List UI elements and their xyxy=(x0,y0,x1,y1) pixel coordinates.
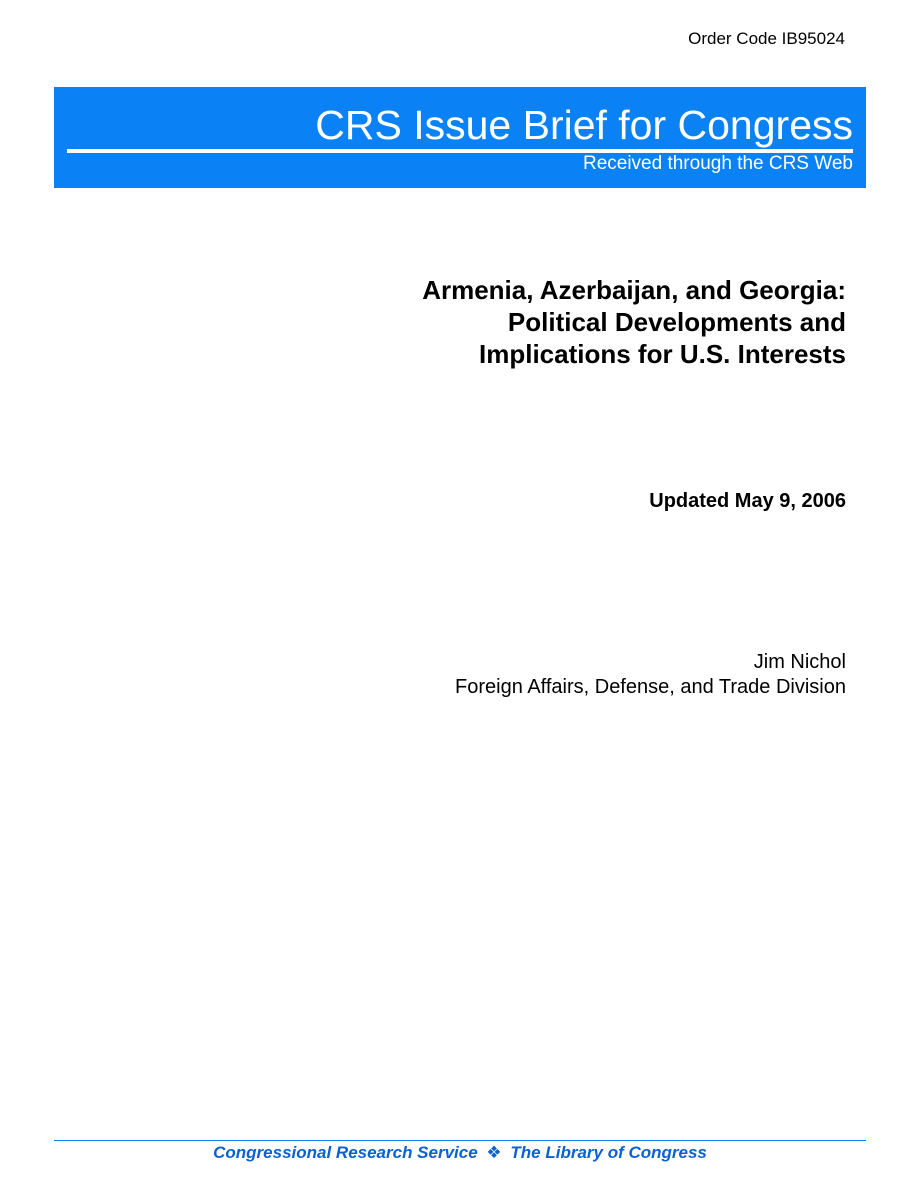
author-block xyxy=(455,650,846,700)
footer-publisher: Congressional Research Service xyxy=(213,1143,478,1162)
footer-divider xyxy=(54,1140,866,1141)
document-title xyxy=(286,274,846,370)
order-code: Order Code IB95024 xyxy=(688,29,845,48)
footer-library: The Library of Congress xyxy=(510,1143,707,1162)
footer xyxy=(54,1142,866,1164)
document-title-line-1: Armenia, Azerbaijan, and Georgia: xyxy=(422,275,846,305)
banner-title: CRS Issue Brief for Congress xyxy=(315,102,853,148)
document-title-line-2: Political Developments and xyxy=(507,307,846,337)
updated-date: Updated May 9, 2006 xyxy=(649,490,846,512)
crs-banner xyxy=(54,87,866,188)
author-name: Jim Nichol xyxy=(753,651,846,673)
author-division: Foreign Affairs, Defense, and Trade Division xyxy=(455,676,846,698)
document-title-line-3: Implications for U.S. Interests xyxy=(479,339,846,369)
banner-subtitle: Received through the CRS Web xyxy=(582,153,853,174)
diamond-ornament-icon: ❖ xyxy=(486,1143,502,1162)
